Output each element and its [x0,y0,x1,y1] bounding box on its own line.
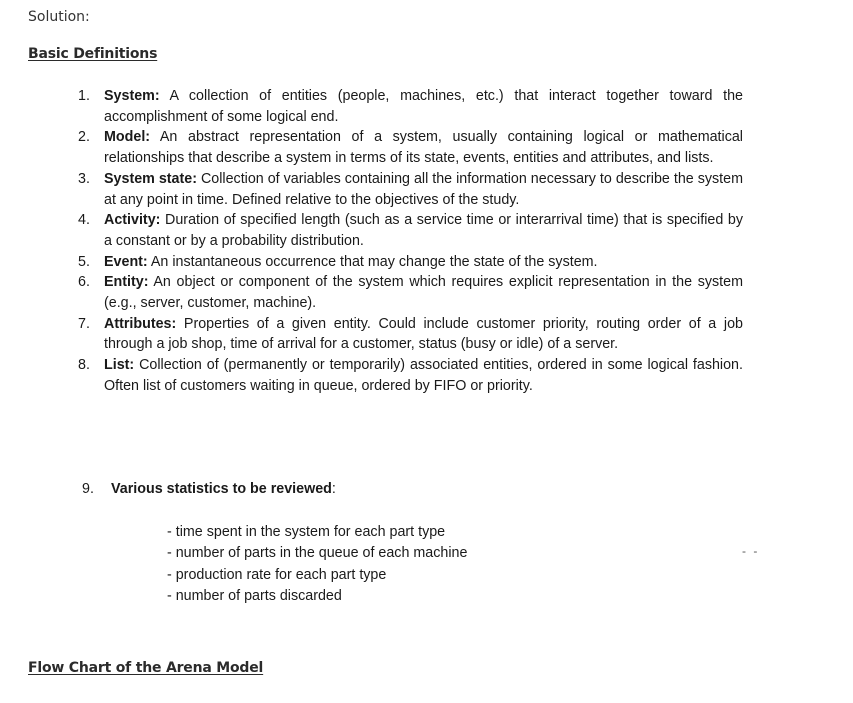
definition-text: Duration of specified length (such as a service time or interarrival time) that is specified by a constant or by a probability distribution. [104,212,743,249]
definition-body [104,127,743,168]
statistics-list [167,522,467,607]
definition-term: Event: [104,253,148,270]
definition-number: 3. [78,170,90,187]
flow-chart-heading: Flow Chart of the Arena Model [28,660,264,676]
definition-term: System state: [104,170,197,187]
definition-term: List: [104,357,135,374]
statistics-number: 9. [82,481,94,497]
basic-definitions-heading: Basic Definitions [28,46,158,62]
definition-number: 1. [78,88,90,104]
statistics-heading [82,481,336,497]
definition-text: Properties of a given entity. Could include customer priority, routing order of a job through a job shop, time of arrival for a customer, status (busy or idle) of a server. [104,315,743,353]
definitions-list [78,86,743,397]
definition-text: A collection of entities (people, machines, etc.) that interact together toward the accomplishment of some logical end. [104,88,743,125]
solution-label: Solution: [28,9,90,25]
definition-item-model [78,127,743,168]
definition-number: 5. [78,253,90,270]
definition-term: Attributes: [104,315,177,332]
definition-body [104,314,743,355]
definition-item-system [78,86,743,127]
definition-item-attributes [78,314,743,355]
definition-item-activity [78,210,743,251]
definition-number: 6. [78,274,90,291]
definition-item-entity [78,272,743,313]
statistics-item: - number of parts discarded [167,587,342,604]
definition-body [104,272,743,313]
statistics-item: - time spent in the system for each part type [167,524,446,540]
definition-text: Collection of (permanently or temporarily) associated entities, ordered in some logical fashion. Often list of customers waiting in queue, ordered by FIFO or priority. [104,357,743,394]
statistics-title: Various statistics to be reviewed [111,481,332,497]
definition-text: An abstract representation of a system, usually containing logical or mathematical relationships that describe a system in terms of its state, events, entities and attributes, and lists. [104,129,743,167]
stray-dash-marks: - - [742,544,760,558]
statistics-colon: : [331,481,336,497]
definition-number: 7. [78,315,90,332]
definition-body [104,210,743,251]
definition-text: An object or component of the system which requires explicit representation in the system (e.g., server, customer, machine). [104,274,743,312]
definition-term: System: [104,88,160,104]
definition-term: Model: [104,129,151,146]
definition-term: Activity: [104,212,161,229]
definition-item-list [78,355,743,396]
definition-body [104,355,743,396]
statistics-item: - production rate for each part type [167,566,387,583]
definition-body [104,252,743,273]
definition-text: Collection of variables containing all the information necessary to describe the system at any point in time. Defined relative to the objectives of the study. [104,170,743,208]
definition-body [104,86,743,127]
definition-item-event [78,252,743,273]
definition-item-system-state [78,169,743,210]
definition-number: 2. [78,129,90,146]
definition-term: Entity: [104,274,149,291]
statistics-item: - number of parts in the queue of each machine [167,545,468,562]
definition-body [104,169,743,210]
definition-number: 8. [78,357,90,374]
definition-number: 4. [78,212,90,229]
definition-text: An instantaneous occurrence that may change the state of the system. [147,253,598,270]
